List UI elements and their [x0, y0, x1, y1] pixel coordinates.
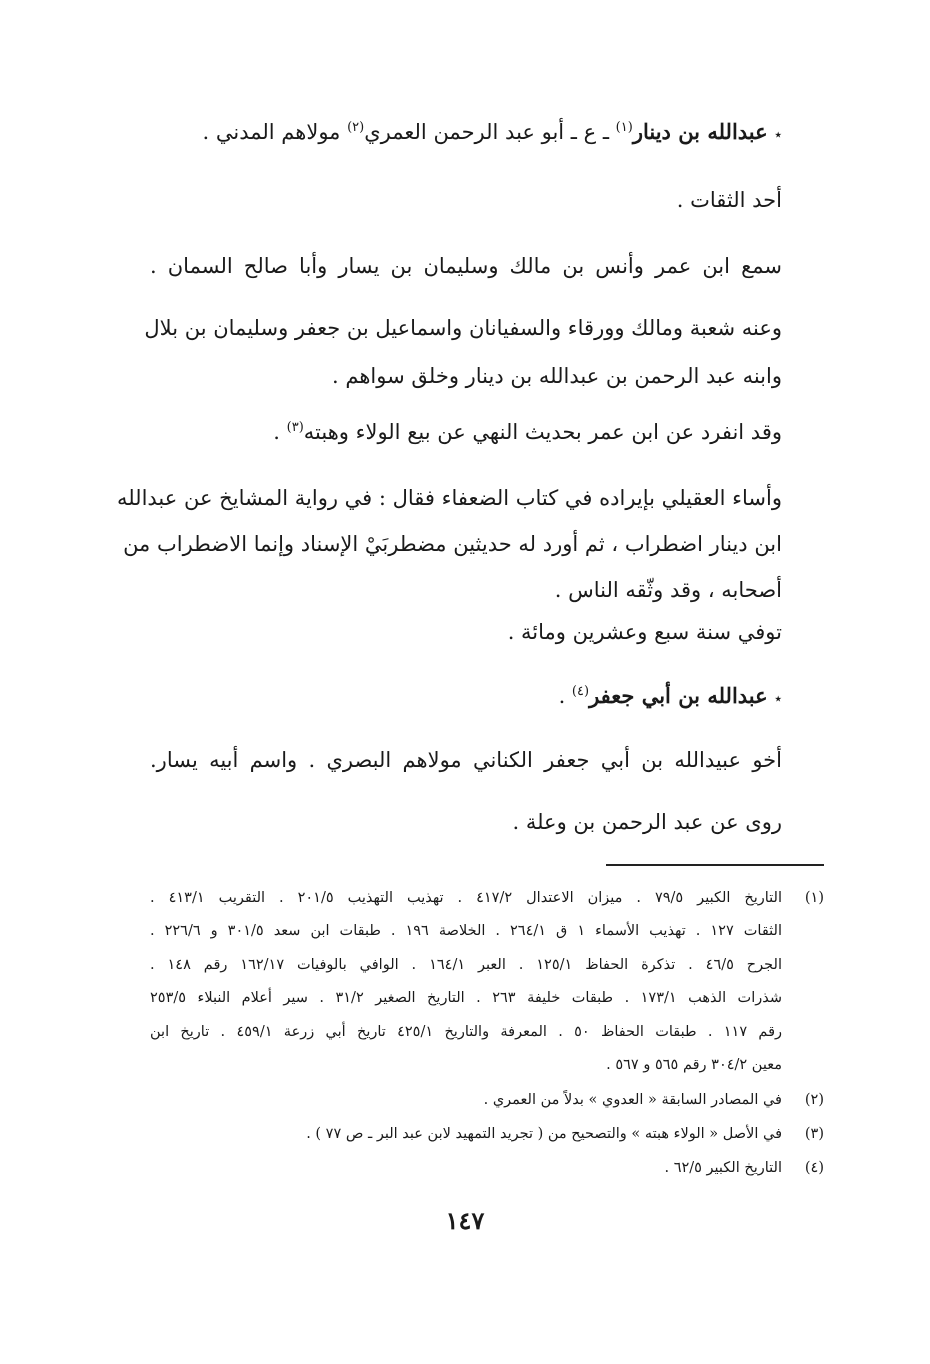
entry-star: ٭ — [774, 691, 782, 707]
body-line: وأساء العقيلي بإيراده في كتاب الضعفاء فقال : في رواية المشايخ عن عبدالله — [116, 486, 782, 510]
body-line: أحد الثقات . — [676, 188, 782, 212]
body-line: وابنه عبد الرحمن بن عبدالله بن دينار وخلق سواهم . — [332, 364, 782, 388]
footnote-line: التاريخ الكبير ٦٢/٥ . — [664, 1160, 782, 1176]
footnote-number: (٤) — [804, 1160, 824, 1176]
footnote-line: الثقات ١٢٧ . تهذيب الأسماء ١ ق ٢٦٤/١ . الخلاصة ١٩٦ . طبقات ابن سعد ٣٠١/٥ و ٢٢٦/٦ . — [150, 923, 782, 939]
footnote-line: شذرات الذهب ١٧٣/١ . طبقات خليفة ٢٦٣ . التاريخ الصغير ٣١/٢ . سير أعلام النبلاء ٢٥٣/٥ — [150, 990, 782, 1006]
body-line: ابن دينار اضطراب ، ثم أورد له حديثين مضطربَيْ الإسناد وإنما الاضطراب من — [123, 532, 782, 556]
footnote-line: معين ٣٠٤/٢ رقم ٥٦٥ و ٥٦٧ . — [606, 1057, 782, 1073]
footnote-separator — [606, 864, 824, 866]
footnote-line: التاريخ الكبير ٧٩/٥ . ميزان الاعتدال ٤١٧/٢ . تهذيب التهذيب ٢٠١/٥ . التقريب ٤١٣/١ . — [150, 890, 782, 906]
entry-name: عبدالله بن دينار — [632, 119, 768, 144]
page-number: ١٤٧ — [445, 1206, 485, 1235]
footnote-number: (٣) — [804, 1126, 824, 1142]
body-text: . — [273, 420, 287, 444]
footnote-number: (١) — [804, 890, 824, 906]
entry-rest: ـ ع ـ أبو عبد الرحمن العمري — [364, 120, 616, 144]
footnote-marker: (١) — [615, 120, 633, 135]
entry-heading-1 — [150, 112, 782, 155]
body-line: أصحابه ، وقد وثّقه الناس . — [554, 578, 782, 602]
entry-tail: مولاهم المدني . — [202, 120, 348, 144]
footnote-line: رقم ١١٧ . طبقات الحفاظ ٥٠ . المعرفة والتاريخ ٤٢٥/١ تاريخ أبي زرعة ٤٥٩/١ . تاريخ ابن — [150, 1024, 783, 1040]
entry-star: ٭ — [774, 127, 782, 143]
body-line-with-note — [150, 412, 782, 452]
entry-name: عبدالله بن أبي جعفر — [589, 683, 768, 708]
footnote-marker: (٤) — [571, 684, 590, 699]
body-line: توفي سنة سبع وعشرين ومائة . — [507, 620, 782, 644]
footnote-line: في الأصل « الولاء هبته » والتصحيح من ( تجريد التمهيد لابن عبد البر ـ ص ٧٧ ) . — [306, 1126, 782, 1142]
footnote-marker: (٢) — [347, 120, 365, 135]
entry-heading-2 — [150, 676, 782, 719]
entry-tail: . — [558, 684, 572, 708]
body-line: روى عن عبد الرحمن بن وعلة . — [512, 810, 782, 834]
body-text: وقد انفرد عن ابن عمر بحديث النهي عن بيع الولاء وهبته — [303, 420, 782, 444]
body-line: أخو عبيدالله بن أبي جعفر الكناني مولاهم البصري . واسم أبيه يسار. — [150, 748, 782, 772]
footnote-number: (٢) — [804, 1092, 824, 1108]
body-line: سمع ابن عمر وأنس بن مالك وسليمان بن يسار وأبا صالح السمان . — [150, 254, 782, 278]
footnote-line: في المصادر السابقة « العدوي » بدلاً من العمري . — [483, 1092, 782, 1108]
footnote-marker: (٣) — [286, 420, 304, 435]
body-line: وعنه شعبة ومالك وورقاء والسفيانان واسماعيل بن جعفر وسليمان بن بلال — [144, 316, 782, 340]
footnote-line: الجرح ٤٦/٥ . تذكرة الحفاظ ١٢٥/١ . العبر ١٦٤/١ . الوافي بالوفيات ١٦٢/١٧ رقم ١٤٨ . — [150, 957, 782, 973]
